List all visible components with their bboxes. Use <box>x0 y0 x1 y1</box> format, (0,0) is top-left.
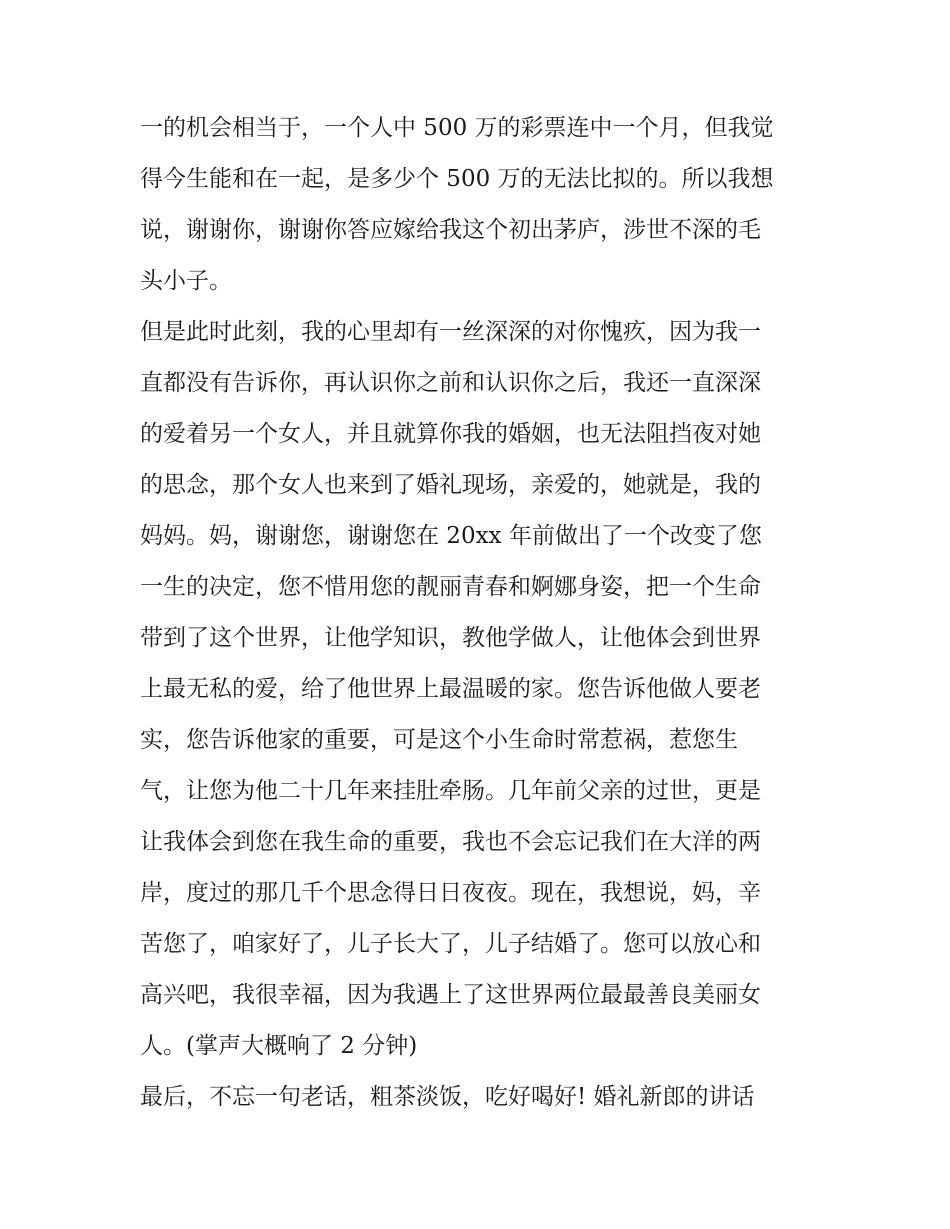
text-line: 妈妈。妈，谢谢您，谢谢您在 20xx 年前做出了一个改变了您 <box>140 523 762 549</box>
text-line: 带到了这个世界，让他学知识，教他学做人，让他体会到世界 <box>140 625 761 651</box>
text-line: 但是此时此刻，我的心里却有一丝深深的对你愧疚，因为我一 <box>140 319 761 345</box>
text-line: 的爱着另一个女人，并且就算你我的婚姻，也无法阻挡夜对她 <box>140 421 761 447</box>
text-line: 的思念，那个女人也来到了婚礼现场，亲爱的，她就是，我的 <box>140 472 761 498</box>
text-line: 一生的决定，您不惜用您的靓丽青春和婀娜身姿，把一个生命 <box>140 574 761 600</box>
text-line: 人。(掌声大概响了 2 分钟) <box>140 1033 418 1059</box>
document-body <box>140 103 820 1123</box>
paragraph-3 <box>140 1072 820 1123</box>
paragraph-1 <box>140 103 820 307</box>
paragraph-2 <box>140 307 820 1072</box>
text-line: 最后，不忘一句老话，粗茶淡饭，吃好喝好! 婚礼新郎的讲话 <box>140 1084 755 1110</box>
text-line: 一的机会相当于，一个人中 500 万的彩票连中一个月，但我觉 <box>140 115 774 141</box>
text-line: 气，让您为他二十几年来挂肚牵肠。几年前父亲的过世，更是 <box>140 778 761 804</box>
text-line: 岸，度过的那几千个思念得日日夜夜。现在，我想说，妈，辛 <box>140 880 761 906</box>
text-line: 头小子。 <box>140 268 232 294</box>
text-line: 让我体会到您在我生命的重要，我也不会忘记我们在大洋的两 <box>140 829 761 855</box>
text-line: 上最无私的爱，给了他世界上最温暖的家。您告诉他做人要老 <box>140 676 761 702</box>
text-line: 得今生能和在一起，是多少个 500 万的无法比拟的。所以我想 <box>140 166 774 192</box>
text-line: 高兴吧，我很幸福，因为我遇上了这世界两位最最善良美丽女 <box>140 982 761 1008</box>
text-line: 苦您了，咱家好了，儿子长大了，儿子结婚了。您可以放心和 <box>140 931 761 957</box>
text-line: 实，您告诉他家的重要，可是这个小生命时常惹祸，惹您生 <box>140 727 738 753</box>
text-line: 直都没有告诉你，再认识你之前和认识你之后，我还一直深深 <box>140 370 761 396</box>
text-line: 说，谢谢你，谢谢你答应嫁给我这个初出茅庐，涉世不深的毛 <box>140 217 761 243</box>
